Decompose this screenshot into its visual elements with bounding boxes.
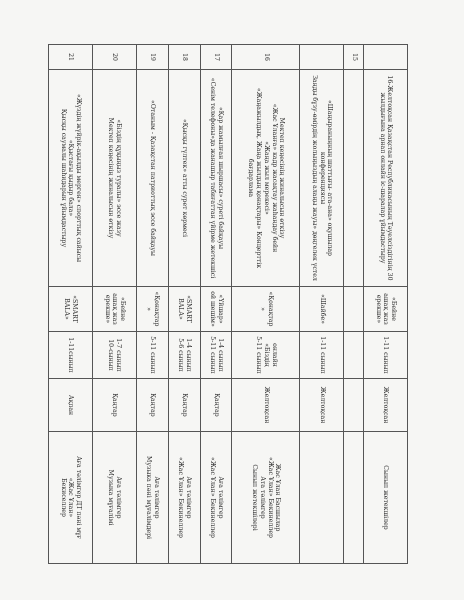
row-number: 19 (136, 45, 168, 70)
event-name-line: «Отаным - Қазақстан патриоттық эссе байқауы (149, 100, 157, 256)
event-name-line: «Қар жамылған шыршасы» суреті байқауы (216, 106, 224, 250)
event-name (364, 70, 408, 287)
event-format (168, 287, 200, 332)
event-month (344, 379, 364, 432)
responsible-person-line: Аға тәлімгер ДТ пәні мұғ (75, 456, 83, 539)
event-month: Желтоқсан (364, 379, 408, 432)
responsible-person-line: «Жас Ұлан» (67, 477, 75, 518)
grade-range (344, 332, 364, 379)
event-name-line: «Қыстағы қыдыр бала» (67, 139, 75, 217)
event-name (168, 70, 200, 287)
event-name-line: Мектеп кеңесінің жиналысын өткізу (278, 117, 286, 239)
event-name-line: «Сенім телефоны»да жанашыр табиғаттан үйірме жетекшісі (209, 77, 216, 279)
event-name-line: Мектеп кеңесінің жиналысын өткізу (107, 117, 115, 239)
row-number: 18 (168, 45, 200, 70)
event-name-line: «Жүздің жүйрік-ақылды мерген» спорттық сайысы (75, 93, 83, 263)
event-format-line: ой шешім» (209, 291, 216, 327)
event-month: Қаңтар (168, 379, 200, 432)
event-month: Желтоқсан (232, 379, 300, 432)
event-format-line: «Қонақтар» (145, 291, 161, 327)
event-format (200, 287, 232, 332)
event-format-line: «Қонақтар» (258, 291, 274, 327)
grade-range-line: 10-сынып (107, 339, 115, 371)
row-number: 16 (232, 45, 300, 70)
event-name (93, 70, 137, 287)
responsible-person-line: Аға тәлімгер (153, 476, 161, 519)
event-format (136, 287, 168, 332)
table-row (49, 45, 93, 564)
event-name (136, 70, 168, 287)
responsible-person (168, 432, 200, 564)
event-format (49, 287, 93, 332)
event-name-line: Қысқы саумалы шаһидарын ұйымдастыру (59, 108, 67, 248)
grade-range (232, 332, 300, 379)
row-number: 15 (344, 45, 364, 70)
event-format-line: «Шайбе» (318, 294, 326, 324)
row-number: 17 (200, 45, 232, 70)
event-format (344, 287, 364, 332)
event-format-line: «SMART (184, 295, 192, 323)
table-row (136, 45, 168, 564)
grade-range-line: «Біздің (262, 343, 270, 367)
event-format-line: BALA» (177, 298, 185, 320)
table-row (200, 45, 232, 564)
grade-range-line: 1-7 сынып (115, 338, 123, 372)
event-name-line: «Жаңа жыл мерекесі» (262, 141, 270, 215)
events-table (48, 44, 408, 564)
event-month: Ақпан (49, 379, 93, 432)
event-format-line: «Үйшар» (216, 294, 224, 324)
grade-range (168, 332, 200, 379)
row-number: 21 (49, 45, 93, 70)
event-format-line: «Бейнe (390, 297, 398, 321)
event-name-line: бағдарлама (247, 158, 255, 198)
responsible-person (232, 432, 300, 564)
grade-range-line: 1-4 сынып (216, 338, 224, 372)
event-name-line: жылдығына арнап онлайн іс-шаралар ұйымдастыру (378, 92, 386, 264)
event-name (344, 70, 364, 287)
responsible-person-line: «Жас Ұлан» Бекинеллер (209, 457, 216, 538)
grade-range: 1-11 сынып (364, 332, 408, 379)
table-row (232, 45, 300, 564)
event-month: Қаңтар (93, 379, 137, 432)
responsible-person-line: «Жас Ұлан» Бекинеллер (266, 457, 274, 538)
responsible-person (200, 432, 232, 564)
responsible-person-line: Бекиселлер (59, 478, 67, 517)
responsible-person (300, 432, 344, 564)
grade-range (93, 332, 137, 379)
rotated-table (48, 44, 408, 564)
responsible-person-line: «Жас Ұлан» Бекинеллер (177, 457, 185, 538)
event-month: Желтоқсан (300, 379, 344, 432)
table-row (168, 45, 200, 564)
grade-range-line: 5-11 сынып (209, 336, 216, 374)
row-number: 20 (93, 45, 137, 70)
grade-range: 1-11сынып (49, 332, 93, 379)
event-format (93, 287, 137, 332)
grade-range: 5-11 сынып (136, 332, 168, 379)
event-name-line: Заңды бұзу-өмірдің жолыңыздың алаңы жауы» дөңгелек үстел (310, 75, 318, 281)
responsible-person-line: Аға тәлімгер (184, 476, 192, 519)
responsible-person (93, 432, 137, 564)
table-row (344, 45, 364, 564)
event-format-line: ерекше» (374, 294, 382, 324)
responsible-person (49, 432, 93, 564)
event-month: Қаңтар (136, 379, 168, 432)
event-name-line: «Шаңыраныңның шаттығы- ата-ана» оқушылар конференциясы (318, 99, 334, 257)
responsible-person-line: Ата тәлімгер (258, 476, 266, 519)
responsible-person-line: Аға тәлімгер (216, 476, 224, 519)
event-name (232, 70, 300, 287)
event-name (49, 70, 93, 287)
responsible-person (344, 432, 364, 564)
responsible-person-line: Сынып жетекшілері (251, 464, 259, 531)
grade-range (200, 332, 232, 379)
responsible-person-line: Музыка мұғалімі (107, 469, 115, 526)
event-month: Қаңтар (200, 379, 232, 432)
table-row (93, 45, 137, 564)
event-name-line: «Қысқы гүлтек» атты сурет көрмесі (181, 119, 189, 237)
rotated-table-wrapper (48, 44, 408, 564)
grade-range-line: онлайн (270, 343, 278, 367)
event-format-line: BALA» (63, 298, 71, 320)
table-row (300, 45, 344, 564)
table-row (364, 45, 408, 564)
grade-range-line: 5-6 сынып (177, 338, 185, 372)
row-number (300, 45, 344, 70)
grade-range: 1-11 сынып (300, 332, 344, 379)
event-name-line: 16-Желтоқсан Қазақстан Республикасының Тәуелсіздігінің 30 (386, 75, 394, 281)
responsible-person-line: Жас Ұлан Басшылар (274, 463, 282, 532)
responsible-person (136, 432, 168, 564)
event-name-line: «Жас Ұланға» кадр жасақтау жаһандау бейн (270, 103, 278, 253)
event-format-line: «Бейнe (119, 297, 127, 321)
event-format (364, 287, 408, 332)
grade-range-line: 1-4 сынып (184, 338, 192, 372)
event-name (300, 70, 344, 287)
responsible-person-line: Музыка пәні мұғалімдері (145, 455, 153, 540)
grade-range-line: 5-11 сынып (255, 336, 263, 374)
event-name (200, 70, 232, 287)
responsible-person-line: Аға тәлімгер (115, 476, 123, 519)
event-format-line: «SMART (71, 295, 79, 323)
event-format-line: ерекше» (103, 294, 111, 324)
event-name-line: «Біздің құқыңыз туралы» эссе жазу (115, 119, 123, 237)
event-name-line: «Жаңажылдық. Жаңа жылдың қонақтары» Концерттік (255, 87, 263, 269)
event-format-line: ашақ жаз (111, 293, 119, 325)
event-format (232, 287, 300, 332)
responsible-person: Сынып жетекшілер (364, 432, 408, 564)
row-number (364, 45, 408, 70)
event-format-line: ашақ жаз (382, 293, 390, 325)
event-format (300, 287, 344, 332)
